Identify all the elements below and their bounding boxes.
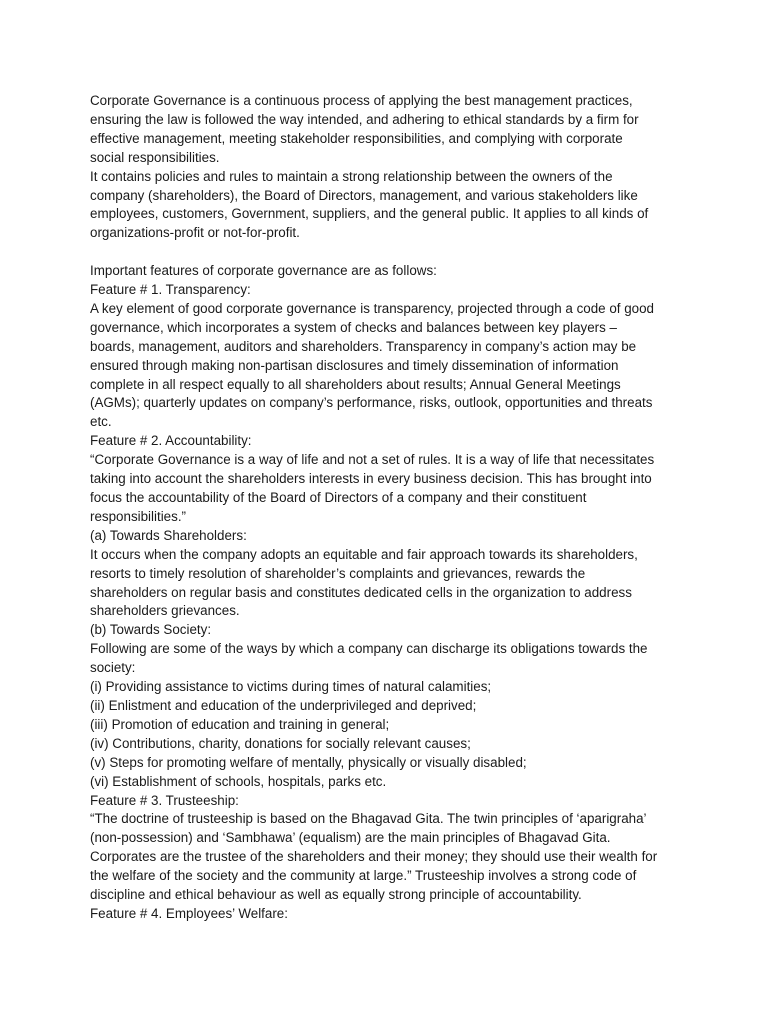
body-line: (AGMs); quarterly updates on company’s performance, risks, outlook, opportunities and threats — [90, 395, 653, 411]
body-line: It occurs when the company adopts an equitable and fair approach towards its shareholders, — [90, 546, 638, 562]
body-line: the welfare of the society and the community at large.” Trusteeship involves a strong code of — [90, 868, 637, 884]
intro-line: ensuring the law is followed the way intended, and adhering to ethical standards by a firm for — [90, 111, 639, 127]
subheading-towards-shareholders: (a) Towards Shareholders: — [90, 527, 247, 543]
body-line: responsibilities.” — [90, 508, 187, 524]
body-line: “Corporate Governance is a way of life and not a set of rules. It is a way of life that necessitates — [90, 452, 655, 468]
intro-section — [90, 92, 680, 243]
subheading-towards-society: (b) Towards Society: — [90, 622, 212, 638]
paragraph-spacer — [90, 243, 680, 262]
list-item: (ii) Enlistment and education of the underprivileged and deprived; — [90, 697, 477, 713]
body-line: shareholders grievances. — [90, 603, 240, 619]
body-line: (non-possession) and ‘Sambhawa’ (equalism) are the main principles of Bhagavad Gita. — [90, 830, 611, 846]
feature-heading-trusteeship: Feature # 3. Trusteeship: — [90, 792, 239, 808]
body-line: focus the accountability of the Board of Directors of a company and their constituent — [90, 490, 587, 506]
body-line: ensured through making non-partisan disclosures and timely dissemination of information — [90, 357, 619, 373]
body-line: A key element of good corporate governance is transparency, projected through a code of good — [90, 300, 655, 316]
body-line: taking into account the shareholders interests in every business decision. This has brought into — [90, 471, 652, 487]
intro-line: Corporate Governance is a continuous process of applying the best management practices, — [90, 93, 633, 108]
list-item: (iii) Promotion of education and training in general; — [90, 716, 390, 732]
list-item: (v) Steps for promoting welfare of mentally, physically or visually disabled; — [90, 754, 527, 770]
body-line: resorts to timely resolution of shareholder’s complaints and grievances, rewards the — [90, 565, 586, 581]
intro-line: effective management, meeting stakeholder responsibilities, and complying with corporate — [90, 130, 623, 146]
list-item: (iv) Contributions, charity, donations for socially relevant causes; — [90, 735, 471, 751]
body-line: shareholders on regular basis and constitutes dedicated cells in the organization to address — [90, 584, 632, 600]
intro-line: social responsibilities. — [90, 149, 220, 165]
feature-heading-accountability: Feature # 2. Accountability: — [90, 433, 252, 449]
list-item: (vi) Establishment of schools, hospitals, parks etc. — [90, 773, 387, 789]
feature-heading-employees-welfare: Feature # 4. Employees’ Welfare: — [90, 905, 288, 921]
body-line: Following are some of the ways by which a company can discharge its obligations towards the — [90, 641, 648, 657]
body-line: society: — [90, 660, 136, 676]
body-line: etc. — [90, 414, 112, 430]
body-line: Corporates are the trustee of the shareholders and their money; they should use their wealth for — [90, 849, 658, 865]
feature-heading-transparency: Feature # 1. Transparency: — [90, 282, 251, 298]
body-line: complete in all respect equally to all shareholders about results; Annual General Meetings — [90, 376, 621, 392]
intro-line: company (shareholders), the Board of Directors, management, and various stakeholders like — [90, 187, 638, 203]
body-line: “The doctrine of trusteeship is based on the Bhagavad Gita. The twin principles of ‘aparigraha’ — [90, 811, 647, 827]
intro-line: organizations-profit or not-for-profit. — [90, 225, 300, 241]
document-body — [90, 92, 680, 924]
intro-line: It contains policies and rules to maintain a strong relationship between the owners of the — [90, 168, 613, 184]
body-line: governance, which incorporates a system of checks and balances between key players – — [90, 319, 617, 335]
intro-line: employees, customers, Government, suppliers, and the general public. It applies to all kinds of — [90, 206, 649, 222]
body-line: boards, management, auditors and shareholders. Transparency in company’s action may be — [90, 338, 637, 354]
body-line: discipline and ethical behaviour as well as equally strong principle of accountability. — [90, 887, 582, 903]
list-item: (i) Providing assistance to victims during times of natural calamities; — [90, 679, 492, 695]
features-intro-line: Important features of corporate governance are as follows: — [90, 263, 437, 279]
features-section — [90, 262, 680, 924]
